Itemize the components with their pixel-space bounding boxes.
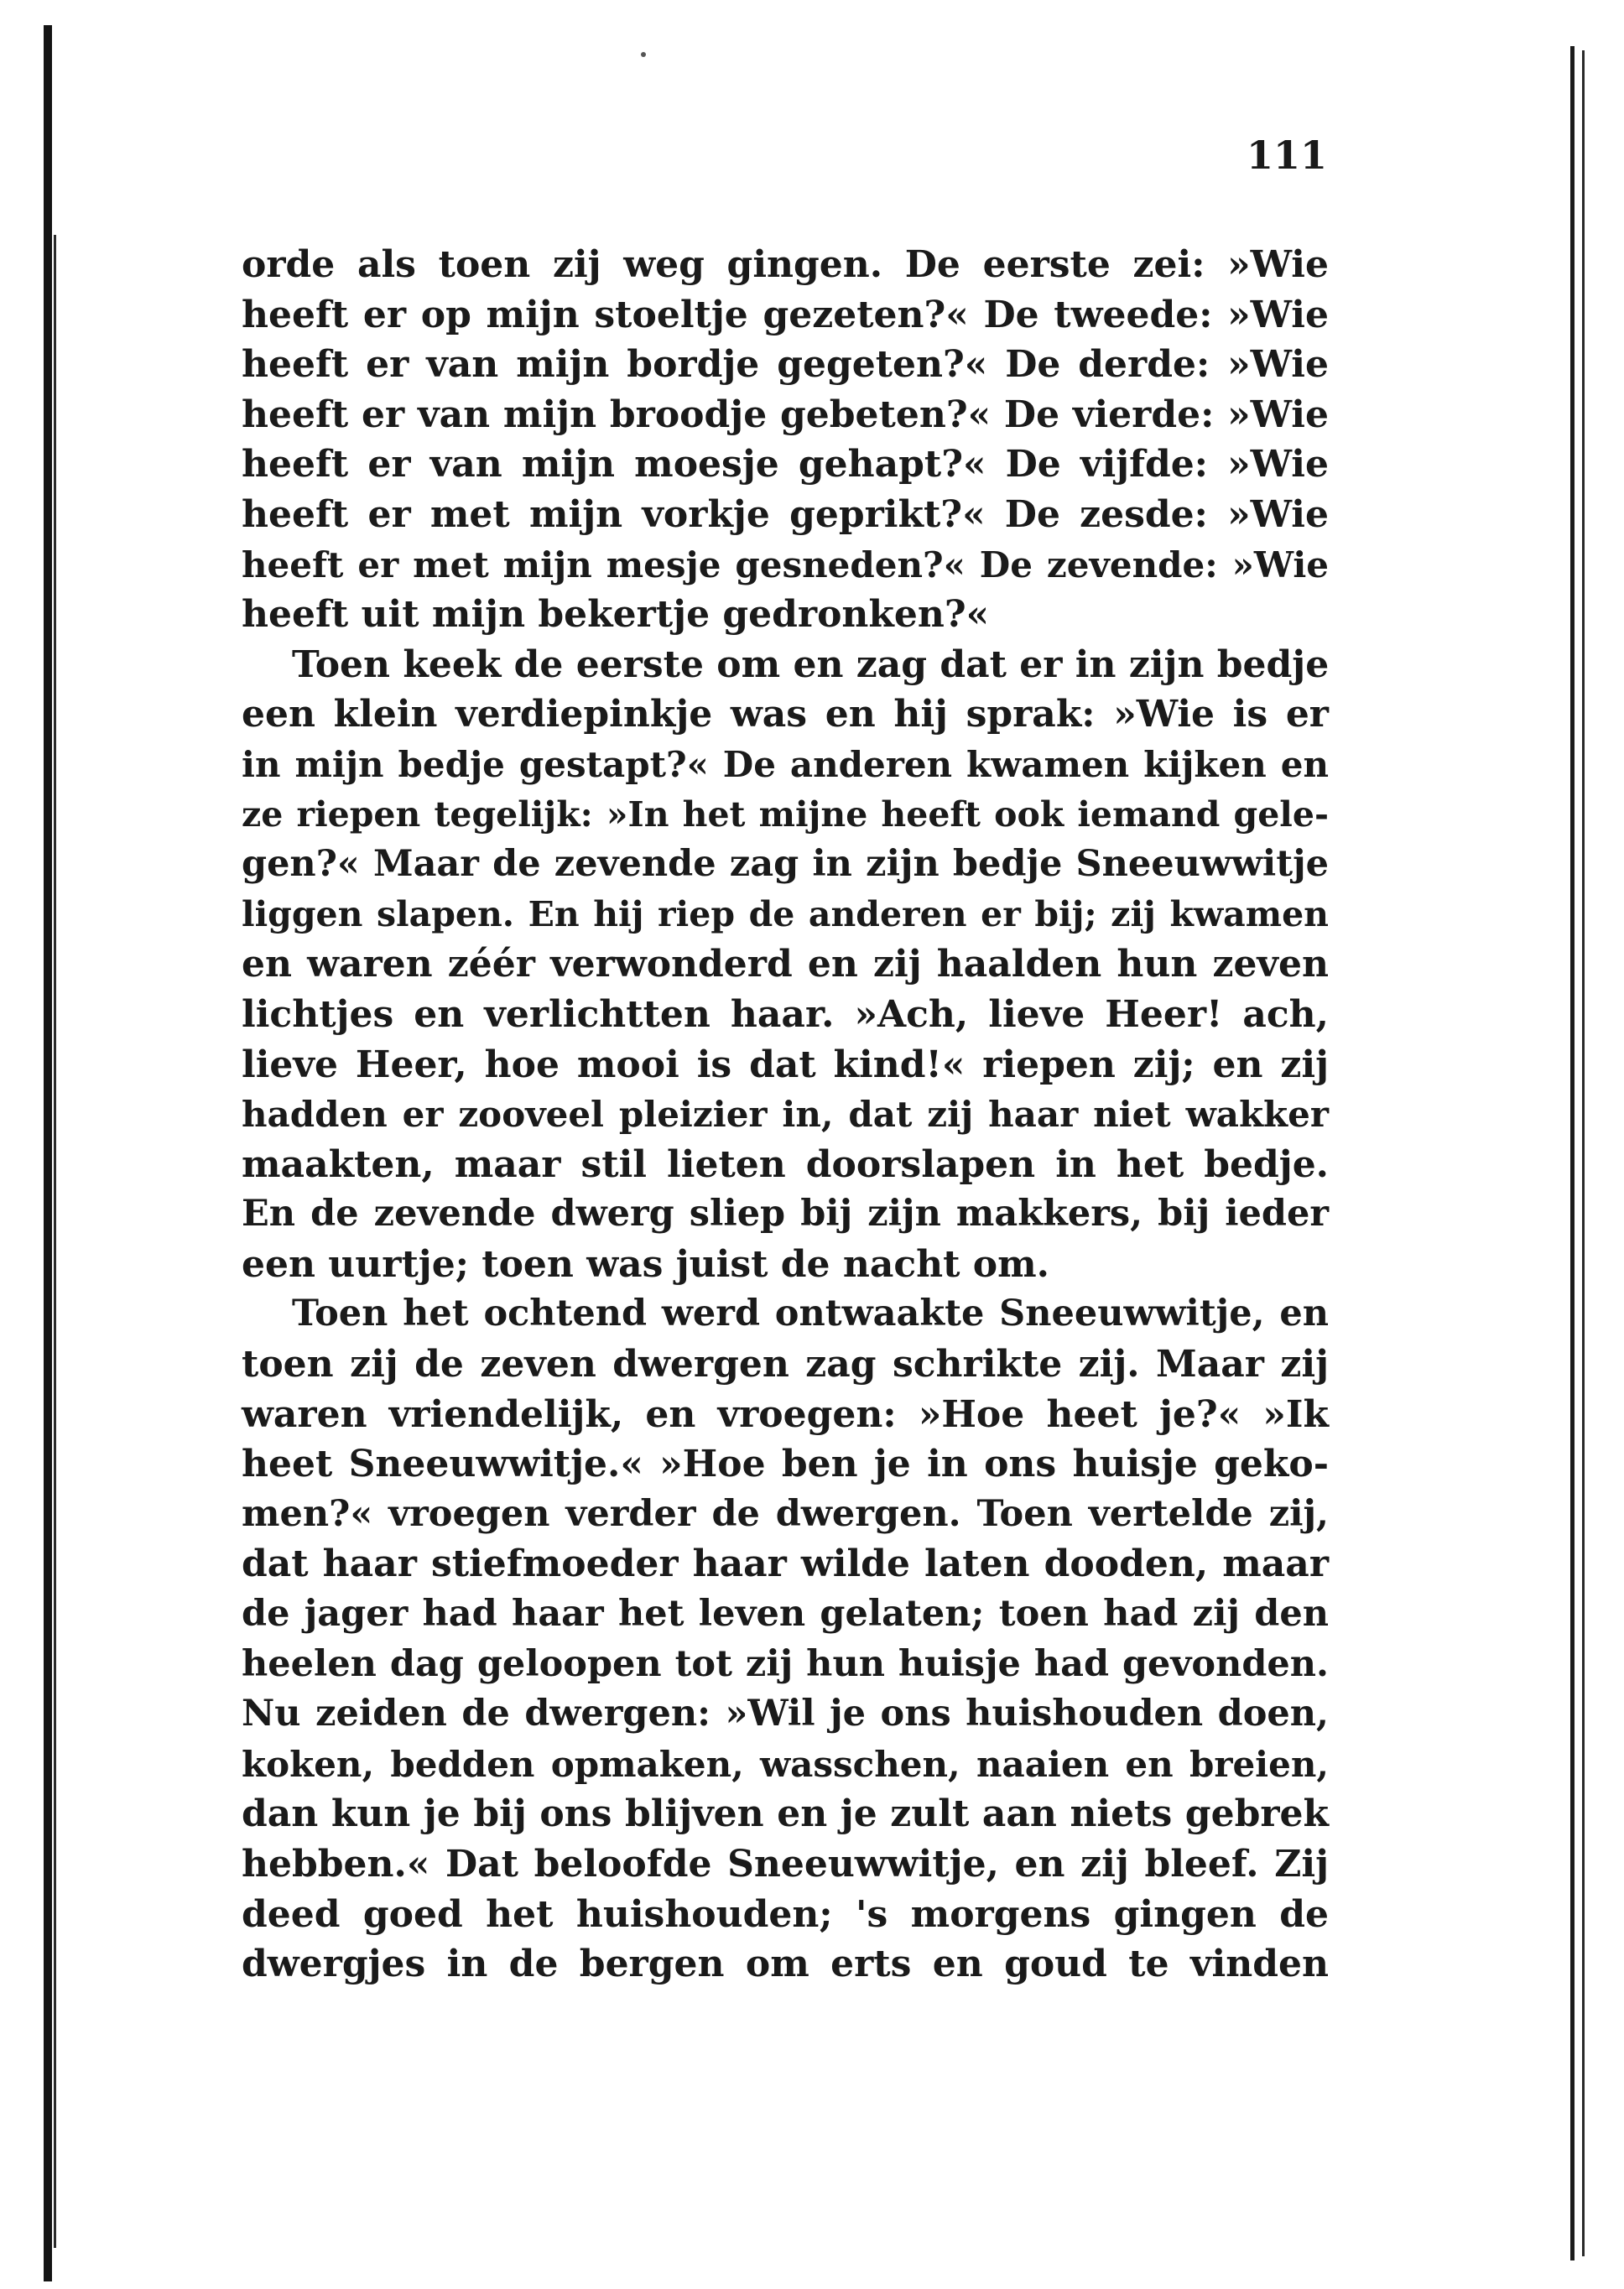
text-line: heeft er van mijn broodje gebeten?« De vierde: »Wie bbox=[242, 393, 1329, 436]
text-line: dan kun je bij ons blijven en je zult aan niets gebrek bbox=[242, 1792, 1329, 1836]
text-line: de jager had haar het leven gelaten; toen had zij den bbox=[242, 1593, 1329, 1636]
text-line: gen?« Maar de zevende zag in zijn bedje Sneeuwwitje bbox=[242, 843, 1329, 886]
text-line: En de zevende dwerg sliep bij zijn makkers, bij ieder bbox=[242, 1193, 1329, 1236]
text-line: Nu zeiden de dwergen: »Wil je ons huishouden doen, bbox=[242, 1693, 1329, 1735]
text-line: lieve Heer, hoe mooi is dat kind!« riepen zij; en zij bbox=[242, 1043, 1329, 1086]
page-number: 111 bbox=[1246, 133, 1327, 178]
text-line: heelen dag geloopen tot zij hun huisje had gevonden. bbox=[242, 1642, 1329, 1685]
body-text bbox=[242, 240, 1329, 1990]
text-line: dat haar stiefmoeder haar wilde laten dooden, maar bbox=[242, 1542, 1329, 1586]
text-line: heeft er met mijn mesje gesneden?« De zevende: »Wie bbox=[242, 544, 1329, 585]
text-line: Toen keek de eerste om en zag dat er in zijn bedje bbox=[292, 642, 1330, 686]
text-line: ze riepen tegelijk: »In het mijne heeft ook iemand gele- bbox=[242, 793, 1329, 835]
text-line: heeft er op mijn stoeltje gezeten?« De tweede: »Wie bbox=[242, 293, 1329, 336]
text-line: heet Sneeuwwitje.« »Hoe ben je in ons huisje geko- bbox=[242, 1443, 1329, 1486]
text-line: een klein verdiepinkje was en hij sprak: »Wie is er bbox=[242, 693, 1329, 736]
text-line: heeft er met mijn vorkje geprikt?« De zesde: »Wie bbox=[242, 492, 1329, 536]
text-line: deed goed het huishouden; 's morgens gingen de bbox=[242, 1892, 1329, 1936]
text-line: en waren zéér verwonderd en zij haalden hun zeven bbox=[242, 943, 1329, 986]
text-line: orde als toen zij weg gingen. De eerste zei: »Wie bbox=[242, 243, 1329, 286]
text-line: maakten, maar stil lieten doorslapen in het bedje. bbox=[242, 1142, 1329, 1186]
text-line: heeft uit mijn bekertje gedronken?« bbox=[242, 593, 990, 637]
text-line: toen zij de zeven dwergen zag schrikte zij. Maar zij bbox=[242, 1343, 1329, 1386]
text-line: hadden er zooveel pleizier in, dat zij haar niet wakker bbox=[242, 1094, 1329, 1136]
text-line: in mijn bedje gestapt?« De anderen kwamen kijken en bbox=[242, 743, 1329, 785]
text-line: hebben.« Dat beloofde Sneeuwwitje, en zij bleef. Zij bbox=[242, 1843, 1329, 1886]
text-line: koken, bedden opmaken, wasschen, naaien en breien, bbox=[242, 1743, 1329, 1785]
text-line: lichtjes en verlichtten haar. »Ach, lieve Heer! ach, bbox=[242, 992, 1329, 1036]
text-line: men?« vroegen verder de dwergen. Toen vertelde zij, bbox=[242, 1492, 1329, 1535]
text-line: heeft er van mijn bordje gegeten?« De derde: »Wie bbox=[242, 343, 1329, 387]
text-line: liggen slapen. En hij riep de anderen er bij; zij kwamen bbox=[242, 893, 1329, 934]
scan-binding-edge-left-inner bbox=[54, 235, 56, 2248]
scan-page-edge-right bbox=[1570, 46, 1575, 2260]
text-line: Toen het ochtend werd ontwaakte Sneeuwwitje, en bbox=[292, 1293, 1329, 1335]
scan-binding-edge-left bbox=[44, 25, 52, 2281]
scan-speck bbox=[641, 52, 646, 57]
text-line: heeft er van mijn moesje gehapt?« De vijfde: »Wie bbox=[242, 443, 1329, 486]
text-line: waren vriendelijk, en vroegen: »Hoe heet je?« »Ik bbox=[242, 1392, 1329, 1436]
text-line: dwergjes in de bergen om erts en goud te vinden bbox=[242, 1943, 1329, 1986]
scan-page-edge-right-outer bbox=[1582, 50, 1585, 2256]
text-line: een uurtje; toen was juist de nacht om. bbox=[242, 1242, 1049, 1286]
